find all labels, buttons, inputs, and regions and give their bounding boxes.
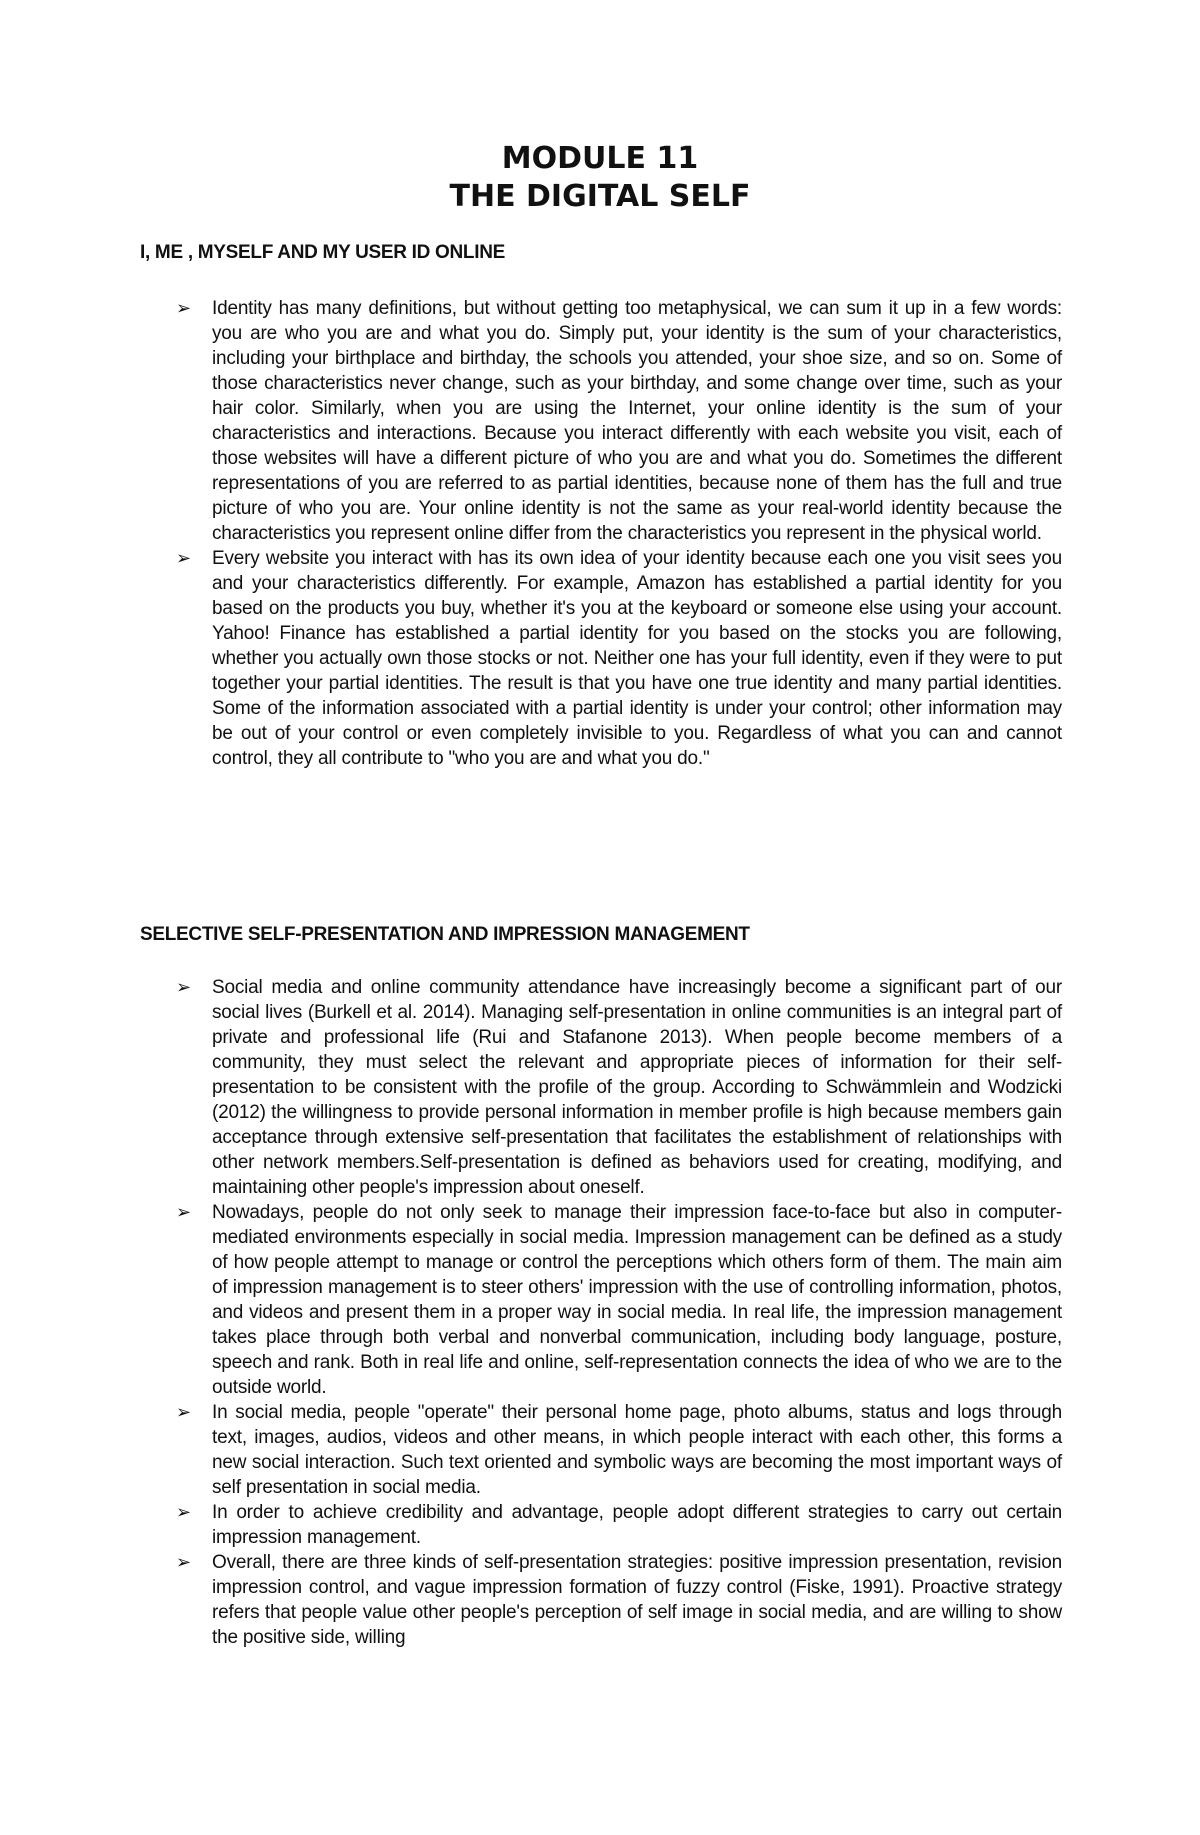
bullet-list-self-presentation (140, 975, 1062, 1650)
arrowhead-bullet-icon: ➢ (176, 1502, 191, 1522)
bullet-text: Social media and online community attendance have increasingly become a significant part of our social lives (Burkell et al. 2014). Managing self-presentation in online communities is an integral part of private and professional life (Rui and Stafanone 2013). When people become members of a community, they must select the relevant and appropriate pieces of information for their self-presentation to be consistent with the profile of the group. According to Schwämmlein and Wodzicki (2012) the willingness to provide personal information in member profile is high because members gain acceptance through extensive self-presentation that facilitates the establishment of relationships with other network members.Self-presentation is defined as behaviors used for creating, modifying, and maintaining other people's impression about oneself. (212, 977, 1062, 1198)
section-heading-identity: I, ME , MYSELF AND MY USER ID ONLINE (140, 242, 506, 263)
bullet-text: Every website you interact with has its own idea of your identity because each one you visit sees you and your characteristics differently. For example, Amazon has established a partial identity for you based on the products you buy, whether it's you at the keyboard or someone else using your account. Yahoo! Finance has established a partial identity for you based on the stocks you are following, whether you actually own those stocks or not. Neither one has your full identity, even if they were to put together your partial identities. The result is that you have one true identity and many partial identities. Some of the information associated with a partial identity is under your control; other information may be out of your control or even completely invisible to you. Regardless of what you can and cannot control, they all contribute to "who you are and what you do." (212, 548, 1062, 769)
list-item (140, 1200, 1062, 1400)
arrowhead-bullet-icon: ➢ (176, 1552, 191, 1572)
arrowhead-bullet-icon: ➢ (176, 977, 191, 997)
page-title (0, 140, 1200, 216)
bullet-text: Identity has many definitions, but without getting too metaphysical, we can sum it up in a few words: you are who you are and what you do. Simply put, your identity is the sum of your characteristics, including your birthplace and birthday, the schools you attended, your shoe size, and so on. Some of those characteristics never change, such as your birthday, and some change over time, such as your hair color. Similarly, when you are using the Internet, your online identity is the sum of your characteristics and interactions. Because you interact differently with each website you visit, each of those websites will have a different picture of who you are and what you do. Sometimes the different representations of you are referred to as partial identities, because none of them has the full and true picture of who you are. Your online identity is not the same as your real-world identity because the characteristics you represent online differ from the characteristics you represent in the physical world. (212, 298, 1062, 544)
list-item (140, 546, 1062, 771)
arrowhead-bullet-icon: ➢ (176, 298, 191, 318)
list-item (140, 1550, 1062, 1650)
list-item (140, 1500, 1062, 1550)
bullet-text: Overall, there are three kinds of self-presentation strategies: positive impression presentation, revision impression control, and vague impression formation of fuzzy control (Fiske, 1991). Proactive strategy refers that people value other people's perception of self image in social media, and are willing to show the positive side, willing (212, 1552, 1062, 1648)
list-item (140, 296, 1062, 546)
list-item (140, 975, 1062, 1200)
arrowhead-bullet-icon: ➢ (176, 1402, 191, 1422)
bullet-text: In social media, people "operate" their personal home page, photo albums, status and logs through text, images, audios, videos and other means, in which people interact with each other, this forms a new social interaction. Such text oriented and symbolic ways are becoming the most important ways of self presentation in social media. (212, 1402, 1062, 1498)
section-heading-self-presentation: SELECTIVE SELF-PRESENTATION AND IMPRESSION MANAGEMENT (140, 924, 750, 945)
bullet-text: Nowadays, people do not only seek to manage their impression face-to-face but also in computer-mediated environments especially in social media. Impression management can be defined as a study of how people attempt to manage or control the perceptions which others form of them. The main aim of impression management is to steer others' impression with the use of controlling information, photos, and videos and present them in a proper way in social media. In real life, the impression management takes place through both verbal and nonverbal communication, including body language, posture, speech and rank. Both in real life and online, self-representation connects the idea of who we are to the outside world. (212, 1202, 1062, 1398)
module-number-title: MODULE 11 (501, 141, 699, 176)
list-item (140, 1400, 1062, 1500)
arrowhead-bullet-icon: ➢ (176, 548, 191, 568)
module-name-title: THE DIGITAL SELF (449, 179, 751, 214)
bullet-list-identity (140, 296, 1062, 771)
arrowhead-bullet-icon: ➢ (176, 1202, 191, 1222)
bullet-text: In order to achieve credibility and advantage, people adopt different strategies to carry out certain impression management. (212, 1502, 1062, 1548)
